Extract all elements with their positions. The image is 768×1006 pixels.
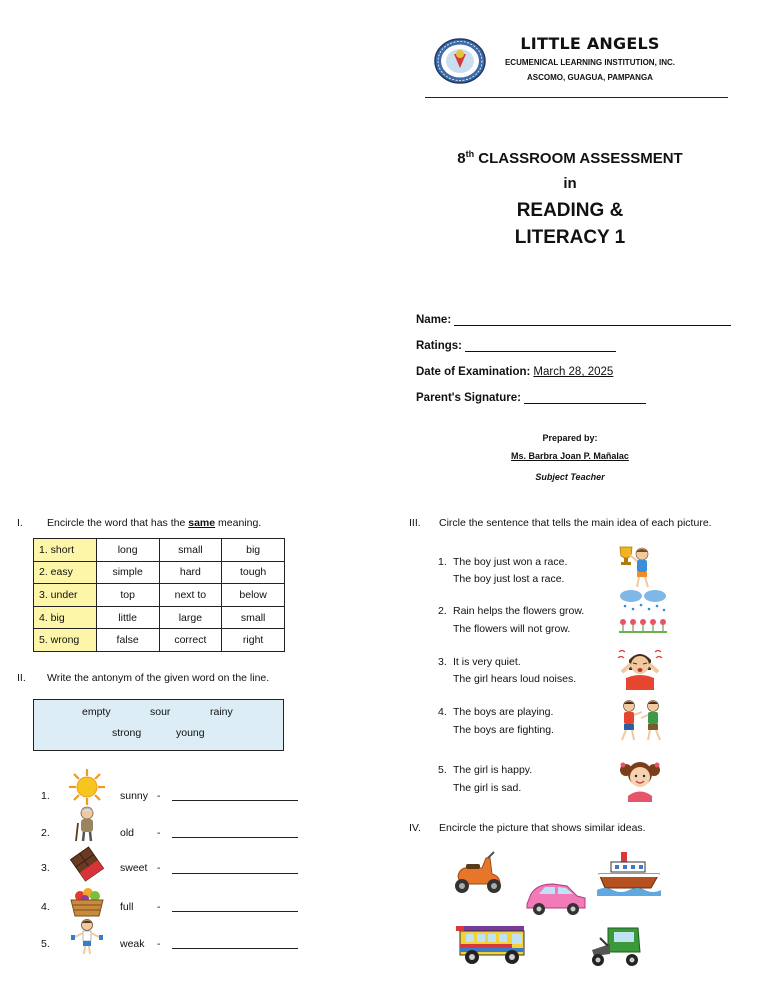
school-logo xyxy=(434,38,486,84)
happy-girl-icon xyxy=(614,756,666,802)
item-number: 5. xyxy=(438,764,447,776)
item-number: 3. xyxy=(41,862,50,874)
table-row xyxy=(34,606,285,629)
choice-word[interactable]: top xyxy=(96,584,159,607)
chocolate-icon xyxy=(68,845,106,883)
choice-word[interactable]: tough xyxy=(222,561,285,584)
rain-flowers-icon xyxy=(617,588,669,634)
sentence-option[interactable]: The boys are fighting. xyxy=(453,724,554,736)
answer-line[interactable] xyxy=(172,873,298,874)
sentence-option[interactable]: The flowers will not grow. xyxy=(453,623,571,635)
choice-word[interactable]: below xyxy=(222,584,285,607)
ratings-line[interactable] xyxy=(465,340,616,352)
choice-word[interactable]: false xyxy=(96,629,159,652)
trophy-boy-icon xyxy=(614,543,666,589)
name-field: Name: xyxy=(416,314,731,326)
school-address: ASCOMO, GUAGUA, PAMPANGA xyxy=(527,73,653,82)
choice-word[interactable]: hard xyxy=(159,561,222,584)
item-number: 4. xyxy=(41,901,50,913)
answer-line[interactable] xyxy=(172,800,298,801)
boys-fighting-icon xyxy=(616,698,668,744)
teacher-role: Subject Teacher xyxy=(535,472,605,482)
sentence-option[interactable]: The boy just won a race. xyxy=(453,556,568,568)
word-bank-item: young xyxy=(176,727,205,739)
synonym-table xyxy=(33,538,285,652)
antonym-word: full xyxy=(120,901,134,913)
sentence-option[interactable]: Rain helps the flowers grow. xyxy=(453,605,585,617)
antonym-word: weak xyxy=(120,938,145,950)
sentence-option[interactable]: The boy just lost a race. xyxy=(453,573,565,585)
weak-boy-icon xyxy=(68,918,106,956)
section3-instruction: III. Circle the sentence that tells the main idea of each picture. xyxy=(409,517,712,529)
sentence-option[interactable]: The girl is happy. xyxy=(453,764,533,776)
name-line[interactable] xyxy=(454,314,731,326)
jeepney-icon[interactable] xyxy=(454,922,530,968)
tricycle-icon[interactable] xyxy=(588,922,644,968)
choice-word[interactable]: large xyxy=(159,606,222,629)
answer-line[interactable] xyxy=(172,948,298,949)
sun-icon xyxy=(68,768,106,806)
antonym-word: sweet xyxy=(120,862,148,874)
signature-field: Parent's Signature: xyxy=(416,392,646,404)
dash: - xyxy=(157,938,161,950)
dash: - xyxy=(157,901,161,913)
date-value: March 28, 2025 xyxy=(533,366,614,378)
teacher-name: Ms. Barbra Joan P. Mañalac xyxy=(511,451,629,461)
word-bank-item: empty xyxy=(82,706,111,718)
item-number: 2. xyxy=(438,605,447,617)
answer-line[interactable] xyxy=(172,837,298,838)
scooter-icon[interactable] xyxy=(448,848,506,896)
subject-title-line2: LITERACY 1 xyxy=(514,227,626,248)
sentence-option[interactable]: The girl is sad. xyxy=(453,782,522,794)
sentence-option[interactable]: The boys are playing. xyxy=(453,706,554,718)
item-number: 2. xyxy=(41,827,50,839)
sentence-option[interactable]: The girl hears loud noises. xyxy=(453,673,577,685)
ratings-field: Ratings: xyxy=(416,340,616,352)
section4-instruction: IV. Encircle the picture that shows similar ideas. xyxy=(409,822,646,834)
signature-line[interactable] xyxy=(524,392,646,404)
item-number: 5. xyxy=(41,938,50,950)
table-row xyxy=(34,561,285,584)
answer-line[interactable] xyxy=(172,911,298,912)
table-row xyxy=(34,539,285,562)
choice-word[interactable]: correct xyxy=(159,629,222,652)
prepared-by-label: Prepared by: xyxy=(542,433,598,443)
header-divider xyxy=(425,97,728,98)
choice-word[interactable]: next to xyxy=(159,584,222,607)
choice-word[interactable]: long xyxy=(96,539,159,562)
assessment-title: 8th CLASSROOM ASSESSMENT xyxy=(457,149,683,167)
car-icon[interactable] xyxy=(523,880,589,918)
word-bank-item: rainy xyxy=(210,706,233,718)
item-number: 1. xyxy=(438,556,447,568)
question-word: 5. wrong xyxy=(34,629,97,652)
girl-covering-ears-icon xyxy=(614,646,666,692)
school-subtitle: ECUMENICAL LEARNING INSTITUTION, INC. xyxy=(504,58,676,67)
dash: - xyxy=(157,827,161,839)
item-number: 4. xyxy=(438,706,447,718)
choice-word[interactable]: simple xyxy=(96,561,159,584)
school-name: LITTLE ANGELS xyxy=(520,34,660,53)
section2-instruction: II. Write the antonym of the given word on the line. xyxy=(17,672,270,684)
boat-icon[interactable] xyxy=(597,848,661,898)
item-number: 3. xyxy=(438,656,447,668)
table-row xyxy=(34,629,285,652)
question-word: 1. short xyxy=(34,539,97,562)
word-bank-item: sour xyxy=(150,706,171,718)
word-bank-item: strong xyxy=(112,727,142,739)
dash: - xyxy=(157,790,161,802)
choice-word[interactable]: small xyxy=(222,606,285,629)
table-row xyxy=(34,584,285,607)
word-bank xyxy=(33,699,284,751)
sentence-option[interactable]: It is very quiet. xyxy=(453,656,521,668)
antonym-word: sunny xyxy=(120,790,149,802)
assessment-in: in xyxy=(563,175,577,192)
date-field: Date of Examination: March 28, 2025 xyxy=(416,366,614,378)
fruit-basket-icon xyxy=(68,882,106,920)
choice-word[interactable]: small xyxy=(159,539,222,562)
question-word: 4. big xyxy=(34,606,97,629)
choice-word[interactable]: big xyxy=(222,539,285,562)
subject-title-line1: READING & xyxy=(516,200,624,221)
antonym-word: old xyxy=(120,827,135,839)
item-number: 1. xyxy=(41,790,50,802)
dash: - xyxy=(157,862,161,874)
question-word: 2. easy xyxy=(34,561,97,584)
choice-word[interactable]: right xyxy=(222,629,285,652)
old-man-icon xyxy=(68,805,106,843)
question-word: 3. under xyxy=(34,584,97,607)
choice-word[interactable]: little xyxy=(96,606,159,629)
section1-instruction: I. Encircle the word that has the same meaning. xyxy=(17,517,262,529)
